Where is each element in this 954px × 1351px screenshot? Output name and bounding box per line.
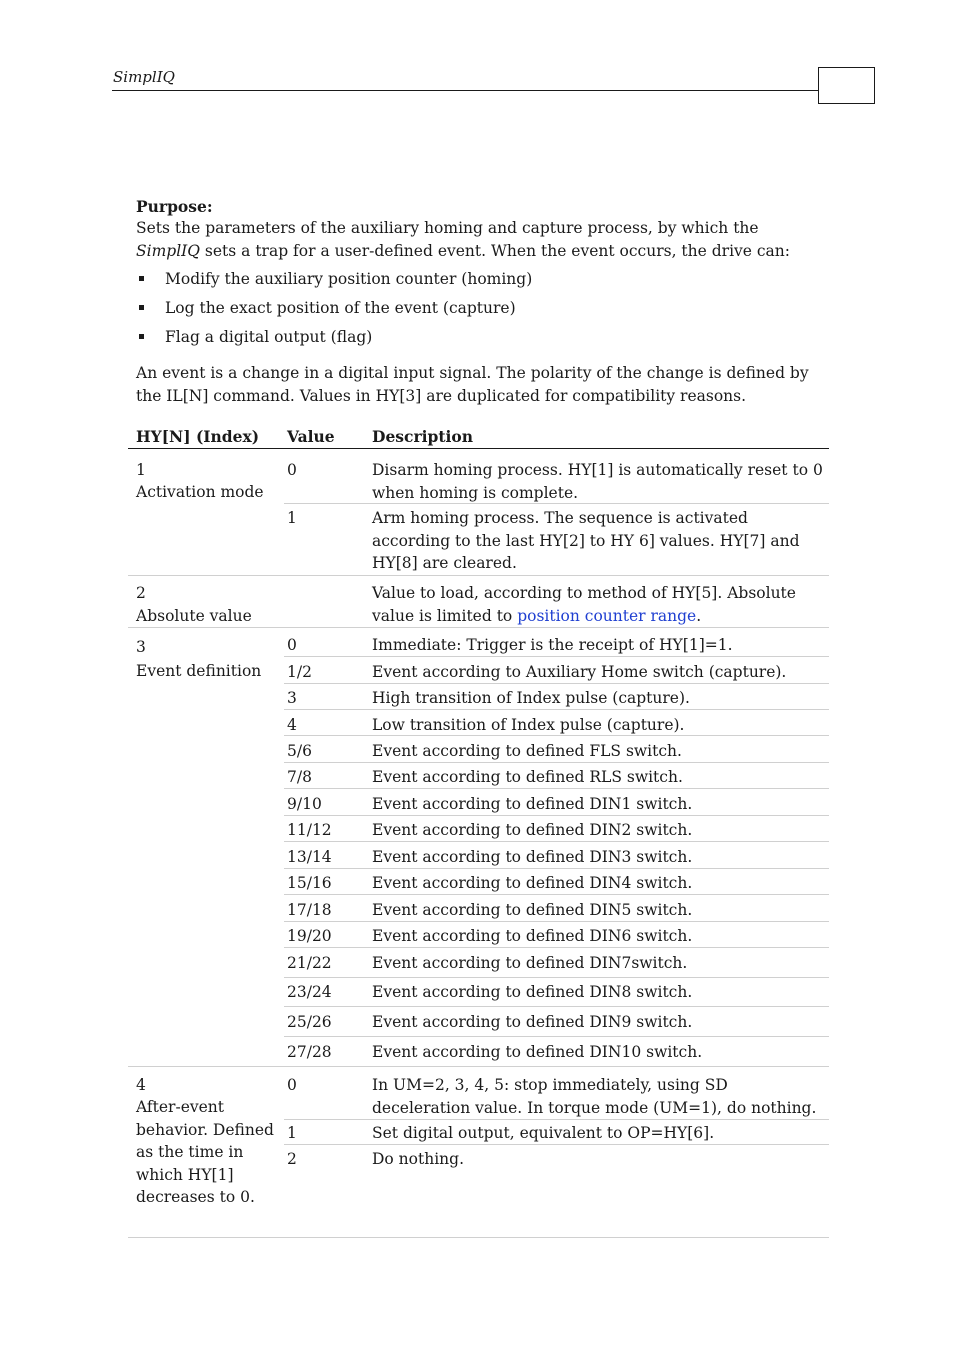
row-description	[372, 582, 824, 627]
group-name: Activation mode	[136, 483, 264, 501]
row-divider	[284, 735, 829, 736]
bullet-square-icon	[139, 334, 144, 339]
row-description: Event according to Auxiliary Home switch (capture).	[372, 663, 787, 681]
row-divider	[284, 868, 829, 869]
row-divider	[284, 841, 829, 842]
row-description: Immediate: Trigger is the receipt of HY[1]=1.	[372, 636, 733, 654]
row-value: 1/2	[287, 663, 312, 681]
purpose-label: Purpose:	[136, 197, 213, 216]
group-index: 2	[136, 584, 146, 602]
column-header-index: HY[N] (Index)	[136, 427, 260, 446]
row-value: 5/6	[287, 742, 312, 760]
row-divider	[284, 656, 829, 657]
list-item	[136, 268, 532, 297]
row-value: 15/16	[287, 874, 332, 892]
position-counter-range-link[interactable]: position counter range	[517, 606, 697, 625]
purpose-text-start: Sets the parameters of the auxiliary homing and capture process, by which the	[136, 219, 759, 237]
row-value: 3	[287, 689, 297, 707]
row-description: Event according to defined FLS switch.	[372, 742, 682, 760]
row-value: 4	[287, 716, 297, 734]
row-value: 25/26	[287, 1013, 332, 1031]
row-value: 27/28	[287, 1043, 332, 1061]
row-value: 0	[287, 636, 297, 654]
row-value: 13/14	[287, 848, 332, 866]
group-index: 4	[136, 1076, 146, 1094]
row-divider	[284, 762, 829, 763]
row-divider	[284, 1036, 829, 1037]
row-description: Event according to defined DIN1 switch.	[372, 795, 693, 813]
group-divider	[128, 575, 829, 576]
row-description: Event according to defined DIN8 switch.	[372, 983, 693, 1001]
row-description: Arm homing process. The sequence is activated according to the last HY[2] to HY 6] values. HY[7] and HY[8] are cleared.	[372, 509, 800, 572]
row-description: Event according to defined DIN9 switch.	[372, 1013, 693, 1031]
row-value: 1	[287, 1124, 297, 1142]
row-value: 17/18	[287, 901, 332, 919]
row-value: 0	[287, 461, 297, 479]
row-value: 2	[287, 1150, 297, 1168]
page-number-box	[818, 67, 875, 104]
group-divider	[128, 1066, 829, 1067]
row-description: Event according to defined DIN5 switch.	[372, 901, 693, 919]
row-value: 7/8	[287, 768, 312, 786]
row-value: 1	[287, 509, 297, 527]
row-description: Event according to defined DIN4 switch.	[372, 874, 693, 892]
row-description: Low transition of Index pulse (capture).	[372, 716, 685, 734]
row-description: Event according to defined DIN6 switch.	[372, 927, 693, 945]
list-item	[136, 326, 532, 355]
row-divider	[284, 503, 829, 504]
list-item	[136, 297, 532, 326]
row-description: Disarm homing process. HY[1] is automatically reset to 0 when homing is complete.	[372, 461, 823, 502]
event-paragraph: An event is a change in a digital input signal. The polarity of the change is defined by the IL[N] command. Values in HY[3] are duplicated for compatibility reasons.	[136, 364, 809, 405]
row-description-end: .	[696, 606, 702, 625]
row-description: In UM=2, 3, 4, 5: stop immediately, using SD deceleration value. In torque mode (UM=1), do nothing.	[372, 1076, 817, 1117]
column-header-description: Description	[372, 427, 474, 446]
row-value: 23/24	[287, 983, 332, 1001]
row-divider	[284, 977, 829, 978]
row-description: Event according to defined DIN10 switch.	[372, 1043, 703, 1061]
row-value: 19/20	[287, 927, 332, 945]
row-divider	[284, 788, 829, 789]
row-divider	[284, 815, 829, 816]
bullet-square-icon	[139, 276, 144, 281]
group-name: Event definition	[136, 662, 262, 680]
row-description-text: Value to load, according to method of HY[5]. Absolute value is limited to	[372, 584, 796, 625]
row-value: 9/10	[287, 795, 322, 813]
row-description: Event according to defined DIN3 switch.	[372, 848, 693, 866]
row-divider	[284, 1119, 829, 1120]
group-index: 3	[136, 638, 146, 656]
bullet-square-icon	[139, 305, 144, 310]
row-divider	[284, 1006, 829, 1007]
list-item-text: Flag a digital output (flag)	[165, 327, 373, 346]
table-bottom-rule	[128, 1237, 829, 1238]
row-value: 21/22	[287, 954, 332, 972]
row-divider	[284, 709, 829, 710]
group-name: Absolute value	[136, 607, 252, 625]
table-header-rule	[128, 448, 829, 449]
capability-list	[136, 268, 532, 354]
purpose-text-end: sets a trap for a user-defined event. When the event occurs, the drive can:	[199, 241, 791, 260]
row-divider	[284, 947, 829, 948]
list-item-text: Modify the auxiliary position counter (homing)	[165, 270, 533, 288]
list-item-text: Log the exact position of the event (capture)	[165, 298, 516, 317]
row-description: Event according to defined DIN2 switch.	[372, 821, 693, 839]
row-divider	[284, 683, 829, 684]
row-value: 11/12	[287, 821, 332, 839]
group-name: After-event behavior. Defined as the time in which HY[1] decreases to 0.	[136, 1098, 274, 1206]
row-divider	[284, 921, 829, 922]
row-divider	[284, 894, 829, 895]
purpose-text	[136, 217, 826, 262]
row-description: High transition of Index pulse (capture).	[372, 689, 690, 707]
header-rule	[112, 90, 819, 91]
header-brand: SimplIQ	[113, 68, 175, 86]
purpose-brand: SimplIQ	[136, 241, 200, 260]
row-divider	[284, 1144, 829, 1145]
row-description: Event according to defined RLS switch.	[372, 768, 683, 786]
row-description: Set digital output, equivalent to OP=HY[6].	[372, 1124, 715, 1142]
row-value: 0	[287, 1076, 297, 1094]
row-description: Do nothing.	[372, 1150, 465, 1168]
row-description: Event according to defined DIN7switch.	[372, 954, 688, 972]
column-header-value: Value	[287, 427, 335, 446]
group-divider	[128, 627, 829, 628]
group-index: 1	[136, 461, 146, 479]
